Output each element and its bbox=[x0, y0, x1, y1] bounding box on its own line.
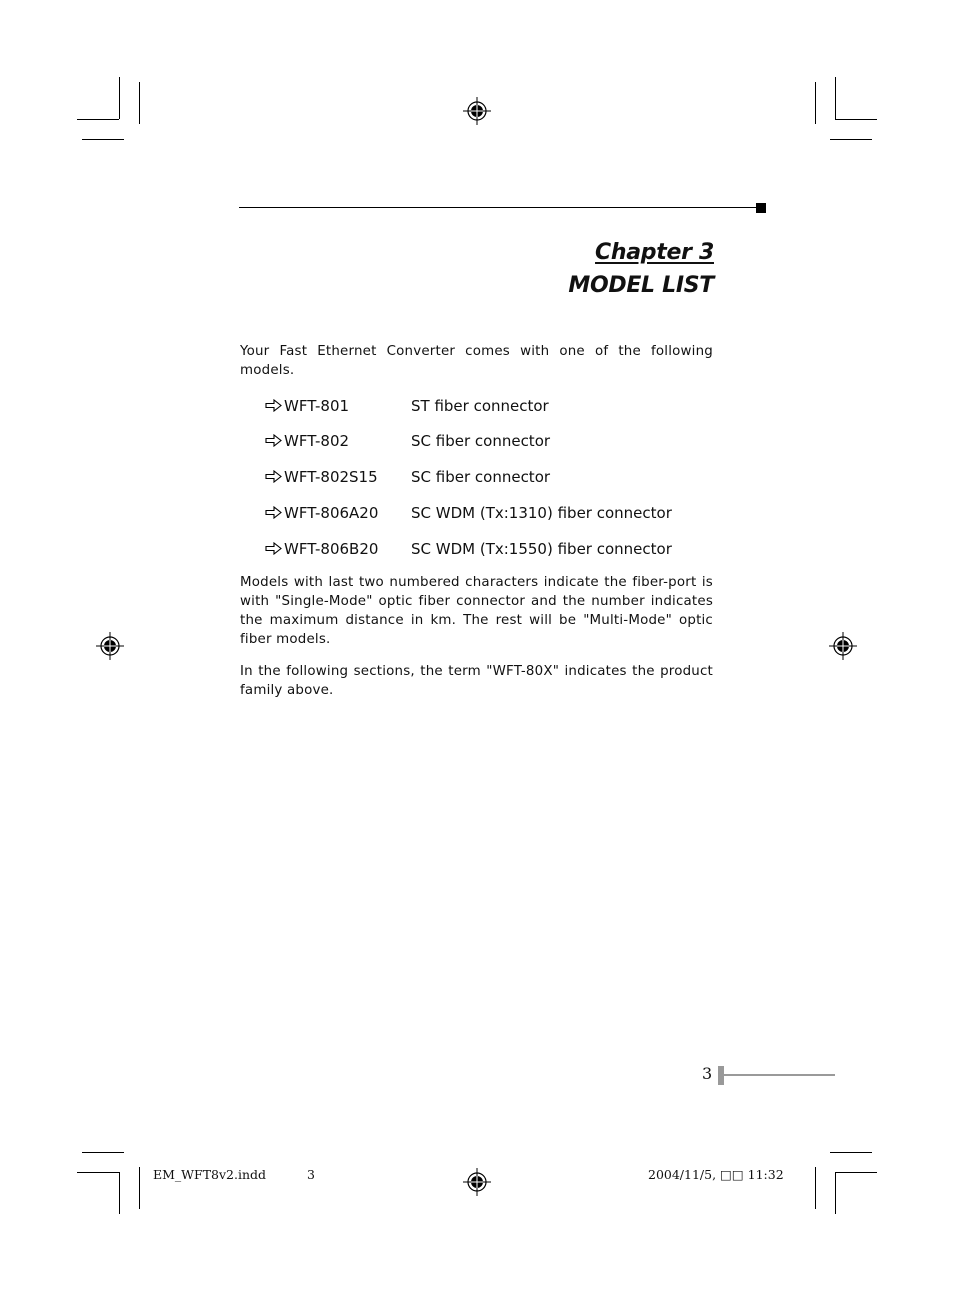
list-item bbox=[265, 539, 672, 559]
header-square-ornament bbox=[756, 203, 766, 213]
slug-page: 3 bbox=[307, 1167, 315, 1182]
crop-mark bbox=[139, 1167, 140, 1209]
header-rule bbox=[239, 207, 757, 208]
crop-mark bbox=[77, 119, 119, 120]
hollow-right-arrow-icon bbox=[265, 467, 284, 487]
model-code: WFT-802 bbox=[284, 432, 350, 450]
page-number-rule bbox=[724, 1074, 835, 1076]
hollow-right-arrow-icon bbox=[265, 503, 284, 523]
chapter-heading bbox=[568, 236, 714, 302]
chapter-title: MODEL LIST bbox=[568, 273, 714, 298]
crop-mark bbox=[830, 139, 872, 140]
list-item bbox=[265, 431, 550, 451]
slug-filename: EM_WFT8v2.indd bbox=[153, 1167, 267, 1182]
hollow-right-arrow-icon bbox=[265, 539, 284, 559]
hollow-right-arrow-icon bbox=[265, 431, 284, 451]
registration-target-icon bbox=[463, 1168, 491, 1196]
model-code: WFT-806B20 bbox=[284, 540, 379, 558]
note-paragraph: Models with last two numbered characters indicate the fiber-port is with "Single-Mode" optic fiber connector and the number indicates the maximum distance in km. The rest will be "Multi-Mode" optic fiber models. bbox=[240, 575, 713, 647]
intro-paragraph: Your Fast Ethernet Converter comes with one of the following models. bbox=[240, 344, 713, 378]
crop-mark bbox=[835, 1172, 836, 1214]
model-description: SC WDM (Tx:1550) fiber connector bbox=[411, 540, 672, 558]
slug-timestamp: 2004/11/5, □□ 11:32 bbox=[648, 1167, 784, 1182]
registration-target-icon bbox=[463, 97, 491, 125]
crop-mark bbox=[830, 1152, 872, 1153]
model-code: WFT-806A20 bbox=[284, 504, 379, 522]
crop-mark bbox=[82, 139, 124, 140]
chapter-number: Chapter 3 bbox=[595, 240, 714, 265]
list-item bbox=[265, 396, 549, 416]
list-item bbox=[265, 467, 550, 487]
registration-target-icon bbox=[829, 632, 857, 660]
model-description: ST fiber connector bbox=[411, 397, 549, 415]
crop-mark bbox=[139, 82, 140, 124]
family-paragraph: In the following sections, the term "WFT-80X" indicates the product family above. bbox=[240, 664, 713, 698]
model-code: WFT-801 bbox=[284, 397, 350, 415]
crop-mark bbox=[815, 82, 816, 124]
crop-mark bbox=[835, 119, 877, 120]
model-description: SC WDM (Tx:1310) fiber connector bbox=[411, 504, 672, 522]
hollow-right-arrow-icon bbox=[265, 396, 284, 416]
crop-mark bbox=[77, 1172, 119, 1173]
model-code: WFT-802S15 bbox=[284, 468, 378, 486]
model-description: SC fiber connector bbox=[411, 468, 551, 486]
crop-mark bbox=[82, 1152, 124, 1153]
crop-mark bbox=[119, 77, 120, 119]
page-number: 3 bbox=[702, 1064, 713, 1083]
crop-mark bbox=[835, 1172, 877, 1173]
list-item bbox=[265, 503, 672, 523]
crop-mark bbox=[119, 1172, 120, 1214]
crop-mark bbox=[815, 1167, 816, 1209]
model-description: SC fiber connector bbox=[411, 432, 551, 450]
crop-mark bbox=[835, 77, 836, 119]
registration-target-icon bbox=[96, 632, 124, 660]
